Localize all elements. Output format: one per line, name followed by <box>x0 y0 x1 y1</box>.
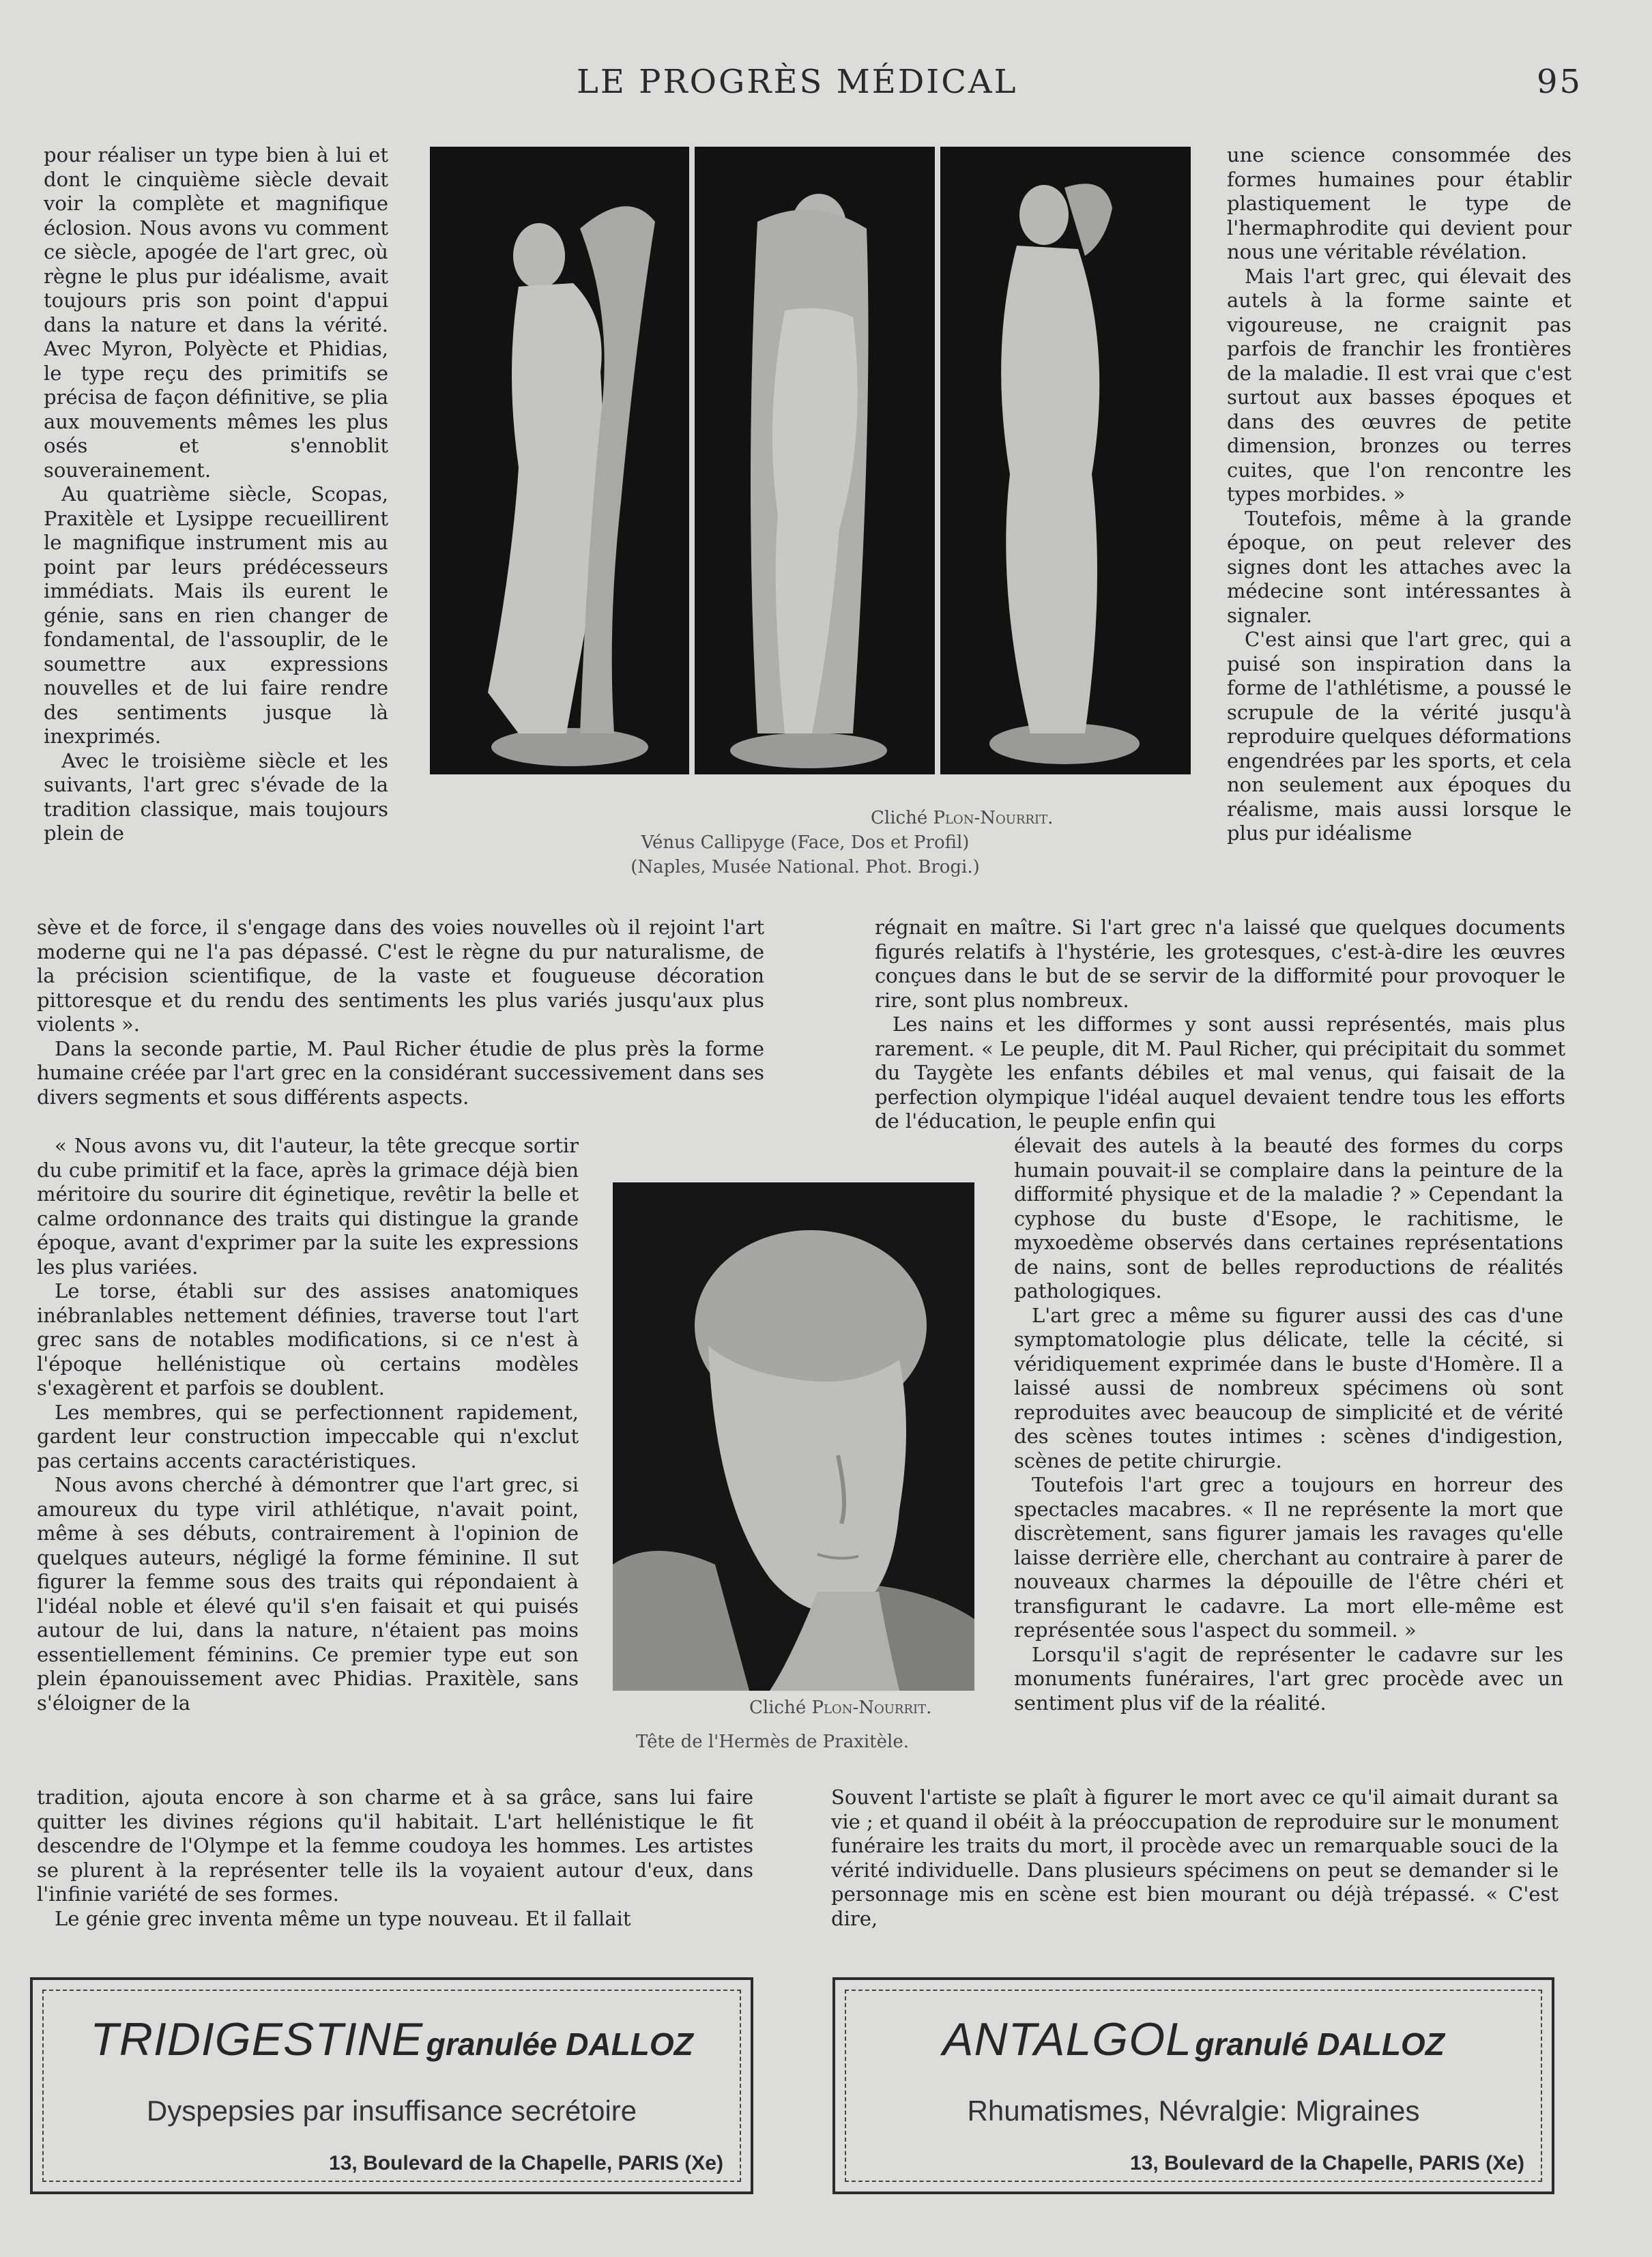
page-number: 95 <box>1537 63 1583 101</box>
paragraph: sève et de force, il s'engage dans des voies nouvelles où il rejoint l'art moderne qui ne l'a pas dépassé. C'est le règne du pur naturalisme, de la précision scientifique, de la vaste et fougueuse décoration pittoresque et du rendu des sentiments les plus variés jusqu'aux plus violents ». <box>37 916 764 1036</box>
paragraph: une science consommée des formes humaines pour établir plastiquement le type de l'hermaphrodite qui devient pour nous une véritable révélation. <box>1227 143 1571 263</box>
paragraph: Le torse, établi sur des assises anatomiques inébranlables nettement définies, traverse tout l'art grec sans de notables modifications, si ce n'est à l'époque hellénistique où certains modèles s'exagèrent et parfois se doublent. <box>37 1279 579 1399</box>
paragraph: régnait en maître. Si l'art grec n'a laissé que quelques documents figurés relatifs à l'hystérie, les grotesques, c'est-à-dire les œuvres conçues dans le but de se servir de la difformité pour provoquer le rire, sont plus nombreux. <box>875 916 1565 1012</box>
left-column-top <box>44 143 388 846</box>
paragraph: Le génie grec inventa même un type nouveau. Et il fallait <box>55 1906 631 1930</box>
venus-callipyge-photo <box>430 147 1191 774</box>
paragraph: élevait des autels à la beauté des formes du corps humain pouvait-il se complaire dans la peinture de la difformité physique et de la maladie ? » Cependant la cyphose du buste d'Esope, le rachitisme, le myxoedème observés dans certaines représentations de nains, sont de belles reproductions de réalités pathologiques. <box>1014 1134 1563 1302</box>
right-column-mid <box>875 916 1565 1134</box>
paragraph: « Nous avons vu, dit l'auteur, la tête grecque sortir du cube primitif et la face, après la grimace déjà bien méritoire du sourire dit éginetique, revêtir la belle et calme ordonnance des traits qui distingue la grande époque, avant d'exprimer par la suite les expressions les plus variées. <box>37 1134 579 1279</box>
paragraph: Les nains et les difformes y sont aussi représentés, mais plus rarement. « Le peuple, dit M. Paul Richer, qui précipitait du sommet du Taygète les enfants débiles et mal venus, qui faisait de la perfection olympique l'idéal auquel devaient tendre tous les efforts de l'éducation, le peuple enfin qui <box>875 1013 1565 1133</box>
paragraph: Les membres, qui se perfectionnent rapidement, gardent leur construction impeccable qui n'exclut pas certains accents caractéristiques. <box>37 1400 579 1472</box>
paragraph: Au quatrième siècle, Scopas, Praxitèle et Lysippe recueillirent le magnifique instrument mis au point par leurs prédécesseurs immédiats. Mais ils eurent le génie, sans en rien changer de fondamental, de l'assouplir, de le soumettre aux expressions nouvelles et de lui faire rendre des sentiments jusque là inexprimés. <box>44 482 388 748</box>
paragraph: Mais l'art grec, qui élevait des autels à la forme sainte et vigoureuse, ne craignit pas parfois de franchir les frontières de la maladie. Il est vrai que c'est surtout aux basses époques et dans des œuvres de petite dimension, bronzes ou terres cuites, que l'on rencontre les types morbides. » <box>1227 264 1571 506</box>
ad-tagline: Dyspepsies par insuffisance secrétoire <box>146 2095 637 2127</box>
paragraph: Avec le troisième siècle et les suivants, l'art grec s'évade de la tradition classique, mais toujours plein de <box>44 748 388 845</box>
venus-statue-illustration <box>430 147 1191 774</box>
paragraph: Nous avons cherché à démontrer que l'art grec, si amoureux du type viril athlétique, n'avait point, même à ses débuts, contrairement à l'opinion de quelques auteurs, négligé la forme féminine. Il sut figurer la femme sous des traits qui répondaient à l'idéal noble et élevé qu'il s'en faisait et qui puisés autour de lui, dans la nature, n'étaient pas moins essentiellement féminins. Ce premier type eut son plein épanouissement avec Phidias. Praxitèle, sans s'éloigner de la <box>37 1473 579 1715</box>
ad-address: 13, Boulevard de la Chapelle, PARIS (Xe) <box>1130 2152 1524 2174</box>
right-column-bottom <box>831 1786 1559 1931</box>
hermes-caption: Tête de l'Hermès de Praxitèle. <box>636 1732 909 1752</box>
left-column-mid <box>37 916 764 1109</box>
ad-tagline: Rhumatismes, Névralgie: Migraines <box>967 2095 1420 2127</box>
hermes-head-photo <box>613 1182 974 1691</box>
paragraph: Dans la seconde partie, M. Paul Richer étudie de plus près la forme humaine créée par l'art grec en la considérant successivement dans ses divers segments et sous différents aspects. <box>37 1036 764 1109</box>
right-column-lower <box>1014 1134 1563 1715</box>
paragraph: Toutefois l'art grec a toujours en horreur des spectacles macabres. « Il ne représente la mort que discrètement, sans figurer jamais les ravages qu'elle laisse derrière elle, cherchant au contraire à parer de nouveaux charmes la dépouille de l'être chéri et transfigurant le cadavre. La mort elle-même est représentée sous l'aspect du sommeil. » <box>1014 1473 1563 1642</box>
ad-brand: TRIDIGESTINE granulée DALLOZ <box>90 2013 693 2065</box>
paragraph: Toutefois, même à la grande époque, on peut relever des signes dont les attaches avec la médecine sont intéressantes à signaler. <box>1227 506 1571 627</box>
ad-address: 13, Boulevard de la Chapelle, PARIS (Xe) <box>329 2152 723 2174</box>
left-column-bottom <box>37 1786 753 1931</box>
journal-title: LE PROGRÈS MÉDICAL <box>577 63 1018 101</box>
paragraph: Lorsqu'il s'agit de représenter le cadavre sur les monuments funéraires, l'art grec procède avec un sentiment plus vif de la réalité. <box>1014 1642 1563 1715</box>
right-column-top <box>1227 143 1571 846</box>
paragraph: tradition, ajouta encore à son charme et à sa grâce, sans lui faire quitter les divines régions qu'il habitait. L'art hellénistique le fit descendre de l'Olympe et la femme coudoya les hommes. Les artistes se plurent à la représenter telle ils la voyaient autour d'eux, dans l'infinie variété de ses formes. <box>37 1786 753 1906</box>
hermes-credit: Cliché Plon-Nourrit. <box>749 1698 932 1718</box>
paragraph: L'art grec a même su figurer aussi des cas d'une symptomatologie plus délicate, telle la cécité, si véridiquement exprimée dans le buste d'Homère. Il a laissé aussi de nombreux spécimens où sont reproduites avec beaucoup de simplicité et de vérité des scènes toutes intimes : scènes d'indigestion, scènes de petite chirurgie. <box>1014 1303 1563 1472</box>
left-column-lower <box>37 1134 579 1715</box>
venus-caption-line2: (Naples, Musée National. Phot. Brogi.) <box>631 857 980 877</box>
ad-brand: ANTALGOL granulé DALLOZ <box>942 2013 1445 2065</box>
venus-credit: Cliché Plon-Nourrit. <box>871 808 1054 828</box>
ad-antalgol <box>832 1977 1554 2194</box>
ad-tridigestine <box>30 1977 753 2194</box>
paragraph: Souvent l'artiste se plaît à figurer le mort avec ce qu'il aimait durant sa vie ; et quand il obéit à la préoccupation de reproduire sur le monument funéraire les traits du mort, il procède avec un remarquable souci de la vérité individuelle. Dans plusieurs spécimens on peut se demander si le personnage mis en scène est bien mourant ou déjà trépassé. « C'est dire, <box>831 1786 1559 1930</box>
hermes-bust-illustration <box>613 1182 974 1691</box>
paragraph: pour réaliser un type bien à lui et dont le cinquième siècle devait voir la complète et magnifique éclosion. Nous avons vu comment ce siècle, apogée de l'art grec, où règne le plus pur idéalisme, avait toujours pris son point d'appui dans la nature et dans la vérité. Avec Myron, Polyècte et Phidias, le type reçu des primitifs se précisa de façon définitive, se plia aux mouvements mêmes les plus osés et s'ennoblit souverainement. <box>44 143 388 482</box>
venus-caption-line1: Vénus Callipyge (Face, Dos et Profil) <box>641 832 970 853</box>
paragraph: C'est ainsi que l'art grec, qui a puisé son inspiration dans la forme de l'athlétisme, a poussé le scrupule de la vérité jusqu'à reproduire quelques déformations engendrées par les sports, et cela non seulement aux époques du réalisme, mais aussi lorsque le plus pur idéalisme <box>1227 628 1571 845</box>
